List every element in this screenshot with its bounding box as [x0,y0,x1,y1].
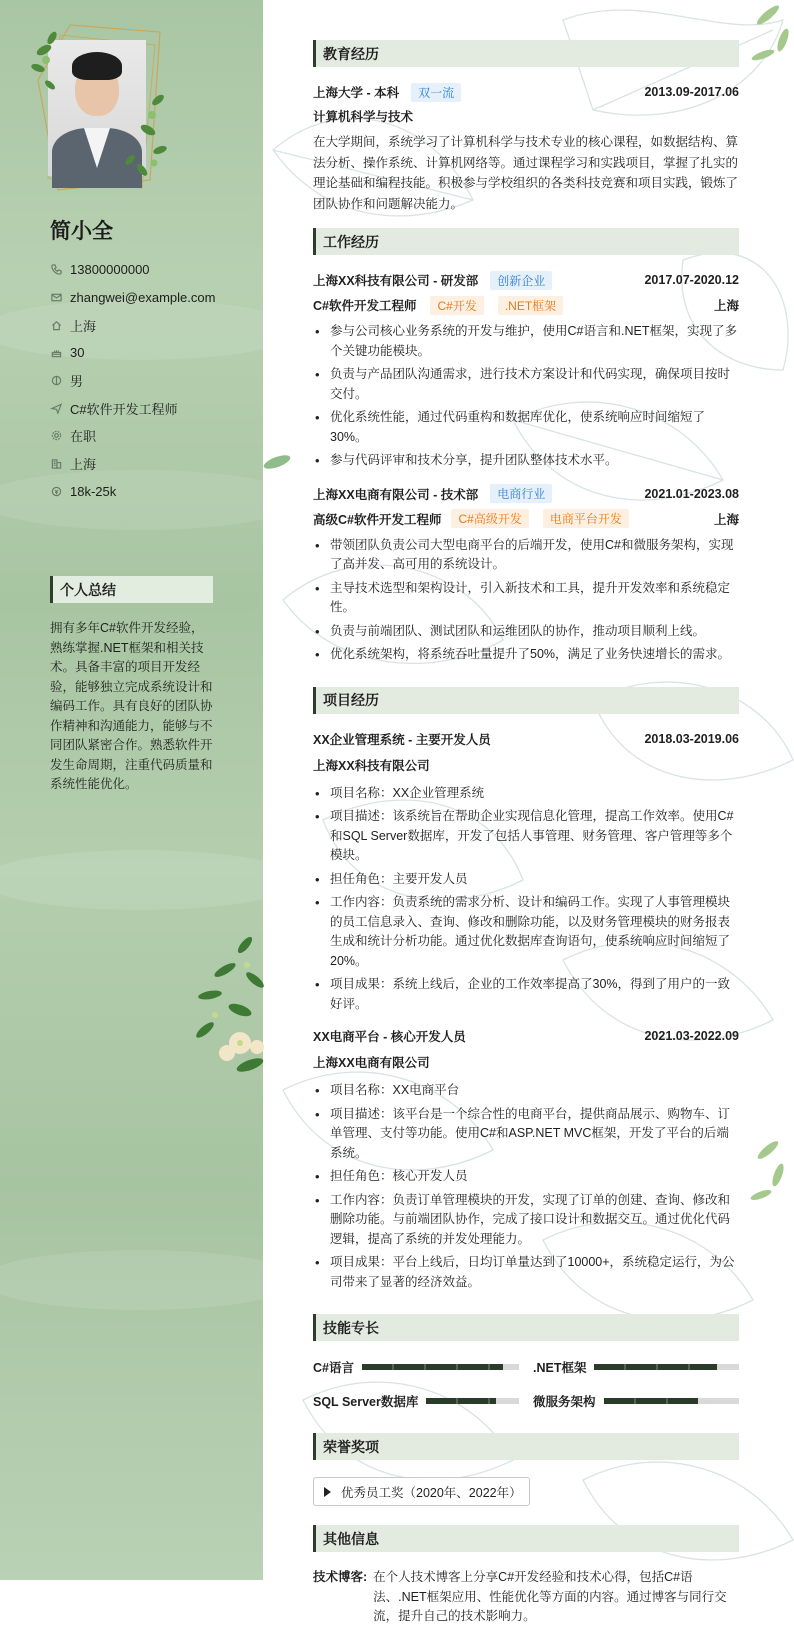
project-period: 2018.03-2019.06 [644,731,739,746]
age-text: 30 [70,345,85,361]
summary-section-title: 个人总结 [50,576,213,603]
list-item: • 参与公司核心业务系统的开发与维护，使用C#语言和.NET框架，实现了多个关键功能模块。 [313,322,739,361]
skill-fill [426,1398,495,1404]
list-item: • 参与代码评审和技术分享，提升团队整体技术水平。 [313,451,739,471]
gender-text: 男 [70,374,84,390]
list-item: • 负责与产品团队沟通需求，进行技术方案设计和代码实现，确保项目按时交付。 [313,365,739,404]
list-item: • 担任角色：主要开发人员 [313,870,739,890]
list-item: • 担任角色：核心开发人员 [313,1167,739,1187]
skills-section [313,1314,739,1410]
job-position: C#软件开发工程师 [313,299,417,313]
skill-item [313,1392,519,1410]
skill-name: C#语言 [313,1361,354,1375]
award-toggle-button[interactable] [313,1477,530,1506]
info-location [50,311,215,339]
other-text: 在个人技术博客上分享C#开发经验和技术心得，包括C#语法、.NET框架应用、性能优化等方面的内容。通过博客与同行交流，提升自己的技术影响力。 [373,1570,727,1623]
list-item: • 优化系统架构，将系统吞吐量提升了50%，满足了业务快速增长的需求。 [313,645,739,665]
profile-name: 简小全 [50,220,113,243]
company-tag: 创新企业 [490,271,552,290]
skill-fill [604,1398,699,1404]
coin-icon [50,485,62,497]
skill-tag: C#高级开发 [451,509,528,528]
gender-icon [50,375,62,387]
list-item: • 项目名称：XX电商平台 [313,1081,739,1101]
leaf-decoration-icon [30,20,170,195]
info-age [50,339,215,367]
photo-frame [30,20,170,195]
project-name: XX企业管理系统 - 主要开发人员 [313,732,491,747]
education-section [313,40,739,214]
list-item: • 项目描述：该平台是一个综合性的电商平台，提供商品展示、购物车、订单管理、支付等功能。使用C#和ASP.NET MVC框架，开发了平台的后端系统。 [313,1105,739,1164]
play-triangle-icon [324,1487,331,1497]
list-item: • 带领团队负责公司大型电商平台的后端开发，使用C#和微服务架构，实现了高并发、高可用的系统设计。 [313,536,739,575]
list-item: • 主导技术选型和架构设计，引入新技术和工具，提升开发效率和系统稳定性。 [313,579,739,618]
school-tag: 双一流 [411,83,461,102]
education-description: 在大学期间，系统学习了计算机科学与技术专业的核心课程，如数据结构、算法分析、操作系统、计算机网络等。通过课程学习和实践项目，掌握了扎实的理论基础和编程技能。积极参与学校组织的各类科技竞赛和项目实践，锻炼了团队协作和问题解决能力。 [313,135,739,211]
projects-section [313,687,739,1293]
list-item: • 负责与前端团队、测试团队和运维团队的协作，推动项目顺利上线。 [313,622,739,642]
info-phone [50,256,215,284]
skill-tag: 电商平台开发 [543,509,629,528]
info-gender [50,367,215,395]
school-name: 上海大学 - 本科 [313,86,400,100]
other-section [313,1525,739,1627]
project-bullets [313,1081,739,1292]
skill-bar [604,1398,739,1404]
job-company: 上海XX科技有限公司 - 研发部 [313,274,479,288]
info-email [50,284,215,312]
sidebar-texture [0,1250,300,1310]
location-text: 上海 [70,318,97,334]
project-company: 上海XX科技有限公司 [313,758,430,773]
send-icon [50,402,62,414]
list-item: • 项目成果：平台上线后，日均订单量达到了10000+，系统稳定运行，为公司带来了显著的经济效益。 [313,1253,739,1292]
main-content [263,0,794,1623]
awards-section-title: 荣誉奖项 [313,1433,739,1460]
project-name: XX电商平台 - 核心开发人员 [313,1030,466,1044]
award-label: 优秀员工奖（2020年、2022年） [341,1485,522,1500]
job-city: 上海 [713,299,739,313]
job-city: 上海 [713,512,739,527]
skill-bar [594,1364,739,1370]
skill-fill [362,1364,503,1370]
skill-tag: C#开发 [430,296,483,315]
major: 计算机科学与技术 [313,110,414,124]
skill-name: .NET框架 [533,1361,587,1375]
home-icon [50,319,62,331]
salary-text: 18k-25k [70,483,117,499]
work-section-title: 工作经历 [313,228,739,255]
project-entry [313,731,739,1015]
other-label: 技术博客: [313,1570,368,1584]
education-section-title: 教育经历 [313,40,739,67]
job-period: 2021.01-2023.08 [644,486,739,501]
job-company: 上海XX电商有限公司 - 技术部 [313,487,479,502]
sidebar [0,0,263,1580]
job-position: 高级C#软件开发工程师 [313,512,442,527]
list-item: • 优化系统性能，通过代码重构和数据库优化，使系统响应时间缩短了30%。 [313,408,739,447]
skill-bar [362,1364,519,1370]
education-header [313,84,739,100]
company-tag: 电商行业 [490,484,552,503]
list-item: • 工作内容：负责订单管理模块的开发，实现了订单的创建、查询、修改和删除功能。与前端团队协作，完成了接口设计和数据交互。通过优化代码逻辑，提高了系统的并发处理能力。 [313,1191,739,1250]
skill-bar [426,1398,519,1404]
resume-body [313,40,739,1627]
work-section [313,228,739,665]
job-title-text: C#软件开发工程师 [70,401,178,417]
skills-section-title: 技能专长 [313,1314,739,1341]
info-status [50,422,215,450]
list-item: • 工作内容：负责系统的需求分析、设计和编码工作。实现了人事管理模块的员工信息录入、查询、修改和删除功能，以及财务管理模块的财务报表生成和统计分析功能。通过优化数据库查询语句，使系统响应时间缩短了20%。 [313,893,739,971]
project-bullets [313,784,739,1015]
job-bullets [313,536,739,665]
awards-section [313,1433,739,1506]
list-item: • 项目描述：该系统旨在帮助企业实现信息化管理，提高工作效率。使用C#和SQL Server数据库，开发了包括人事管理、财务管理、客户管理等多个模块。 [313,807,739,866]
cake-icon [50,347,62,359]
list-item: • 项目成果：系统上线后，企业的工作效率提高了30%，得到了用户的一致好评。 [313,975,739,1014]
contact-info-list [50,256,215,505]
skill-item [313,1358,519,1376]
target-city-text: 上海 [70,457,97,473]
email-text: zhangwei@example.com [70,290,216,306]
info-job-title [50,394,215,422]
skills-grid [313,1358,739,1410]
summary-text: 拥有多年C#软件开发经验，熟练掌握.NET框架和相关技术。具备丰富的项目开发经验，能够独立完成系统设计和编码工作。具有良好的团队协作精神和沟通能力，能够与不同团队紧密合作。熟悉软件开发生命周期，注重代码质量和系统性能优化。 [50,621,213,791]
job-period: 2017.07-2020.12 [644,273,739,287]
list-item: • 项目名称：XX企业管理系统 [313,784,739,804]
status-text: 在职 [70,429,97,445]
other-section-title: 其他信息 [313,1525,739,1552]
other-info-row [313,1568,739,1627]
mail-icon [50,292,62,304]
education-period: 2013.09-2017.06 [644,85,739,99]
skill-item [533,1358,739,1376]
projects-section-title: 项目经历 [313,687,739,714]
info-target-city [50,450,215,478]
skill-tag: .NET框架 [498,296,563,315]
job-entry [313,272,739,471]
project-period: 2021.03-2022.09 [644,1029,739,1043]
awards-list [313,1477,739,1506]
project-entry [313,1028,739,1292]
skill-item [533,1392,739,1410]
job-entry [313,486,739,665]
project-company: 上海XX电商有限公司 [313,1056,430,1070]
job-bullets [313,322,739,471]
skill-name: SQL Server数据库 [313,1395,419,1409]
skill-fill [594,1364,717,1370]
gear-icon [50,430,62,442]
info-salary [50,478,215,506]
building-icon [50,458,62,470]
sidebar-texture [0,850,300,910]
skill-name: 微服务架构 [533,1395,596,1409]
phone-icon [50,264,62,276]
phone-text: 13800000000 [70,262,150,278]
flower-decoration-icon [185,925,265,1080]
